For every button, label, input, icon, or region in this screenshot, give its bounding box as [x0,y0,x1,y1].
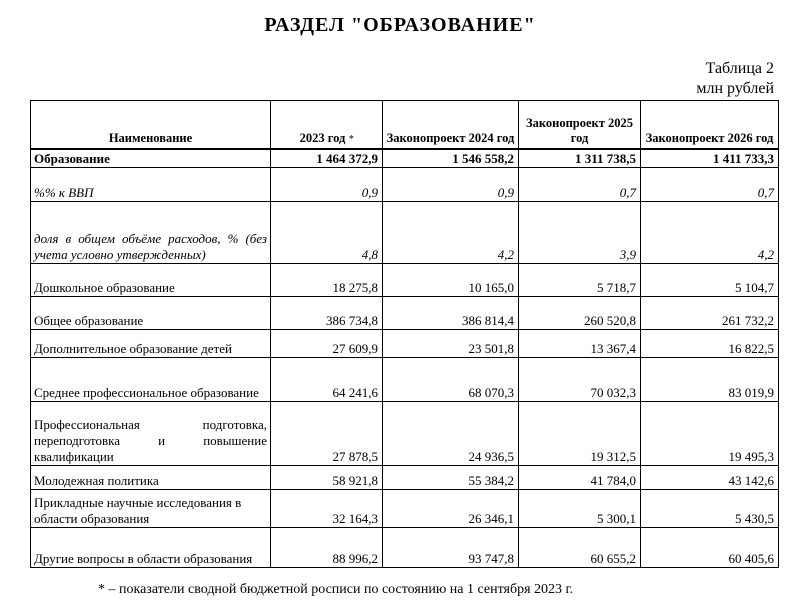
row-name: Прикладные научные исследования в области образования [31,490,271,528]
row-name: доля в общем объёме расходов, % (без учета условно утвержденных) [31,202,271,264]
value-2025: 13 367,4 [519,330,641,358]
row-name: Среднее профессиональное образование [31,358,271,402]
value-2026: 19 495,3 [641,402,779,466]
row-name: Образование [31,149,271,168]
value-2025: 1 311 738,5 [519,149,641,168]
value-2023: 88 996,2 [271,528,383,568]
table-row [31,168,779,202]
table-row [31,528,779,568]
table-row [31,202,779,264]
table-row [31,402,779,466]
value-2025: 3,9 [519,202,641,264]
row-name: Молодежная политика [31,466,271,490]
value-2023: 58 921,8 [271,466,383,490]
value-2026: 261 732,2 [641,297,779,330]
row-name: Дополнительное образование детей [31,330,271,358]
value-2026: 0,7 [641,168,779,202]
table-row [31,149,779,168]
row-name: Общее образование [31,297,271,330]
value-2024: 55 384,2 [383,466,519,490]
value-2026: 4,2 [641,202,779,264]
value-2026: 83 019,9 [641,358,779,402]
value-2024: 1 546 558,2 [383,149,519,168]
value-2023: 32 164,3 [271,490,383,528]
value-2023: 0,9 [271,168,383,202]
footnote: * – показатели сводной бюджетной росписи по состоянию на 1 сентября 2023 г. [98,582,574,597]
value-2024: 93 747,8 [383,528,519,568]
row-name: Дошкольное образование [31,264,271,297]
table-row [31,490,779,528]
table-number: Таблица 2 [705,60,774,77]
value-2024: 68 070,3 [383,358,519,402]
value-2026: 1 411 733,3 [641,149,779,168]
value-2025: 60 655,2 [519,528,641,568]
col-header-2024: Законопроект 2024 год [383,101,519,149]
row-name: %% к ВВП [31,168,271,202]
col-header-2026: Законопроект 2026 год [641,101,779,149]
value-2026: 5 430,5 [641,490,779,528]
value-2026: 43 142,6 [641,466,779,490]
col-header-2023-label: 2023 год [299,130,346,145]
table-row [31,466,779,490]
value-2025: 70 032,3 [519,358,641,402]
col-header-2025: Законопроект 2025 год [519,101,641,149]
value-2023: 64 241,6 [271,358,383,402]
table-row [31,297,779,330]
value-2024: 23 501,8 [383,330,519,358]
value-2026: 16 822,5 [641,330,779,358]
row-name: Профессиональная подготовка, переподготовка и повышение квалификации [31,402,271,466]
value-2023: 1 464 372,9 [271,149,383,168]
value-2025: 260 520,8 [519,297,641,330]
value-2026: 60 405,6 [641,528,779,568]
budget-table [30,100,779,568]
row-name: Другие вопросы в области образования [31,528,271,568]
value-2023: 27 609,9 [271,330,383,358]
value-2025: 5 718,7 [519,264,641,297]
col-header-2023-mark: * [348,133,354,145]
page-title: РАЗДЕЛ "ОБРАЗОВАНИЕ" [264,14,536,36]
value-2023: 18 275,8 [271,264,383,297]
col-header-2023 [271,101,383,149]
value-2025: 41 784,0 [519,466,641,490]
value-2024: 0,9 [383,168,519,202]
value-2023: 4,8 [271,202,383,264]
table-row [31,330,779,358]
value-2024: 26 346,1 [383,490,519,528]
value-2024: 10 165,0 [383,264,519,297]
value-2026: 5 104,7 [641,264,779,297]
table-units: млн рублей [696,80,774,97]
value-2024: 24 936,5 [383,402,519,466]
value-2023: 27 878,5 [271,402,383,466]
header-row [31,101,779,149]
value-2024: 4,2 [383,202,519,264]
value-2024: 386 814,4 [383,297,519,330]
value-2025: 19 312,5 [519,402,641,466]
value-2023: 386 734,8 [271,297,383,330]
value-2025: 5 300,1 [519,490,641,528]
table-row [31,264,779,297]
col-header-name: Наименование [31,101,271,149]
value-2025: 0,7 [519,168,641,202]
table-row [31,358,779,402]
